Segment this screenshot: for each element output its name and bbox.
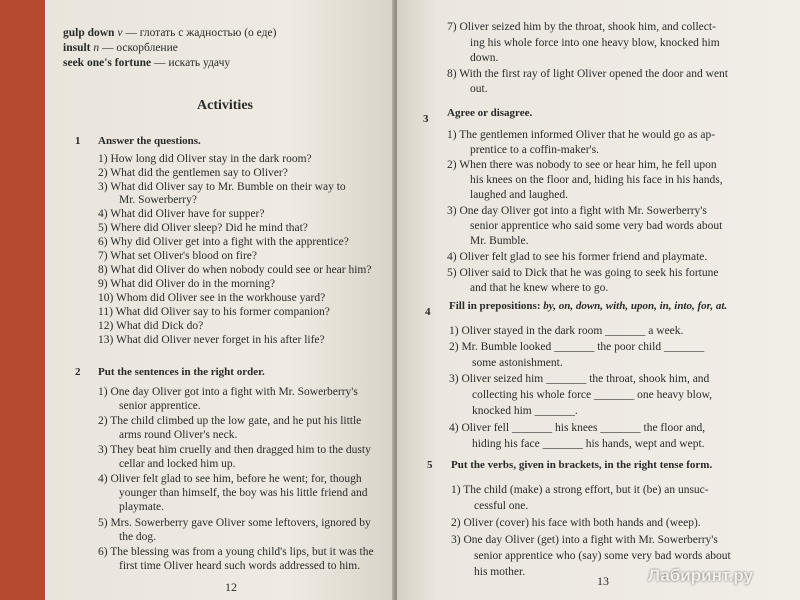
list-item: 10) Whom did Oliver see in the workhouse yard? (98, 292, 326, 304)
page-number: 13 (597, 574, 609, 588)
list-item: 12) What did Dick do? (98, 320, 204, 332)
list-item: Mr. Bumble. (470, 235, 529, 247)
activities-heading: Activities (197, 98, 253, 113)
list-item: 8) With the first ray of light Oliver opened the door and went (447, 68, 729, 80)
list-item: 3) One day Oliver got into a fight with Mr. Sowerberry's (447, 205, 707, 217)
list-item: 3) One day Oliver (get) into a fight with Mr. Sowerberry's (451, 534, 718, 546)
list-item: and that he knew where to go. (470, 282, 609, 294)
list-item: 11) What did Oliver say to his former companion? (98, 306, 330, 318)
list-item: 2) Mr. Bumble looked _______ the poor child _______ (449, 341, 705, 353)
list-item: 1) The child (make) a strong effort, but it (be) an unsuc- (451, 484, 709, 496)
section-number: 3 (423, 113, 429, 125)
left-page (45, 0, 395, 600)
section-title: Put the sentences in the right order. (98, 366, 265, 378)
list-item: cellar and locked him up. (119, 458, 236, 470)
list-item: 7) What set Oliver's blood on fire? (98, 250, 257, 262)
list-item: 2) The child climbed up the low gate, and he put his little (98, 415, 362, 427)
list-item: 3) Oliver seized him _______ the throat, shook him, and (449, 373, 710, 385)
list-item: out. (470, 83, 488, 95)
list-item: 1) One day Oliver got into a fight with Mr. Sowerberry's (98, 386, 358, 398)
list-item: 7) Oliver seized him by the throat, shook him, and collect- (447, 21, 716, 33)
list-item: first time Oliver heard such words addressed to him. (119, 560, 361, 572)
section-title: Put the verbs, given in brackets, in the right tense form. (451, 459, 713, 471)
list-item: 5) Where did Oliver sleep? Did he mind that? (98, 222, 308, 234)
section-title: Fill in prepositions: by, on, down, with, upon, in, into, for, at. (449, 300, 728, 312)
list-item: the dog. (119, 531, 157, 543)
list-item: 6) Why did Oliver get into a fight with the apprentice? (98, 236, 349, 248)
section-number: 2 (75, 366, 81, 378)
list-item: arms round Oliver's neck. (119, 429, 238, 441)
list-item: 1) Oliver stayed in the dark room _______ a week. (449, 325, 684, 337)
list-item: 4) Oliver felt glad to see him, before he went; for, though (98, 473, 362, 485)
section-number: 1 (75, 135, 81, 147)
list-item: senior apprentice who said some very bad words about (470, 220, 723, 232)
list-item: 3) What did Oliver say to Mr. Bumble on their way to (98, 181, 346, 193)
glossary-entry: insult n — оскорбление (63, 42, 178, 54)
list-item: 5) Oliver said to Dick that he was going to seek his fortune (447, 267, 719, 279)
page-number: 12 (225, 580, 237, 594)
list-item: down. (470, 52, 499, 64)
section-title: Answer the questions. (98, 135, 201, 147)
glossary-entry: gulp down v — глотать с жадностью (о еде) (63, 27, 277, 39)
list-item: younger than himself, the boy was his little friend and (119, 487, 368, 499)
list-item: 4) What did Oliver have for supper? (98, 208, 265, 220)
list-item: 1) How long did Oliver stay in the dark room? (98, 153, 312, 165)
list-item: 5) Mrs. Sowerberry gave Oliver some leftovers, ignored by (98, 517, 371, 529)
list-item: knocked him _______. (472, 405, 578, 417)
list-item: senior apprentice. (119, 400, 201, 412)
list-item: collecting his whole force _______ one heavy blow, (472, 389, 713, 401)
list-item: 4) Oliver fell _______ his knees _______ the floor and, (449, 422, 706, 434)
list-item: 9) What did Oliver do in the morning? (98, 278, 276, 290)
list-item: some astonishment. (472, 357, 563, 369)
section-number: 5 (427, 459, 433, 471)
glossary-entry: seek one's fortune — искать удачу (63, 57, 231, 69)
list-item: 2) Oliver (cover) his face with both hands and (weep). (451, 517, 701, 529)
list-item: 1) The gentlemen informed Oliver that he would go as ap- (447, 129, 716, 141)
list-item: ing his whole force into one heavy blow, knocked him (470, 37, 720, 49)
list-item: 13) What did Oliver never forget in his after life? (98, 334, 325, 346)
list-item: 2) What did the gentlemen say to Oliver? (98, 167, 288, 179)
list-item: 2) When there was nobody to see or hear him, he fell upon (447, 159, 717, 171)
list-item: 6) The blessing was from a young child's lips, but it was the (98, 546, 374, 558)
list-item: hiding his face _______ his hands, wept and wept. (472, 438, 705, 450)
list-item: senior apprentice who (say) some very bad words about (474, 550, 731, 562)
list-item: prentice to a coffin-maker's. (470, 144, 599, 156)
list-item: playmate. (119, 501, 165, 513)
right-page (397, 0, 800, 600)
section-title: Agree or disagree. (447, 107, 533, 119)
list-item: 3) They beat him cruelly and then dragged him to the dusty (98, 444, 371, 456)
watermark-logo: Лабиринт.ру (648, 566, 754, 585)
list-item: 4) Oliver felt glad to see his former friend and playmate. (447, 251, 708, 263)
list-item: cessful one. (474, 500, 529, 512)
list-item: 8) What did Oliver do when nobody could see or hear him? (98, 264, 372, 276)
section-number: 4 (425, 306, 431, 318)
list-item: his knees on the floor and, hiding his face in his hands, (470, 174, 723, 186)
list-item: Mr. Sowerberry? (119, 194, 197, 206)
list-item: laughed and laughed. (470, 189, 569, 201)
list-item: his mother. (474, 566, 526, 578)
